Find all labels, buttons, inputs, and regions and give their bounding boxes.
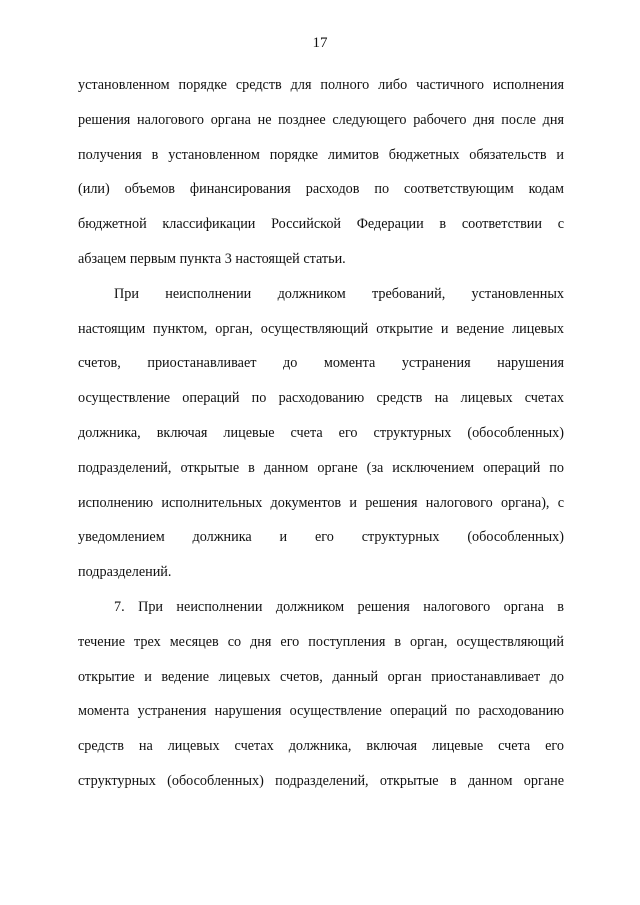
text-line: абзацем первым пункта 3 настоящей статьи. xyxy=(78,250,346,267)
text-line: подразделений. xyxy=(78,564,172,581)
text-line: решения налогового органа не позднее следующего рабочего дня после дня xyxy=(78,111,564,128)
text-line: счетов, приостанавливает до момента устранения нарушения xyxy=(78,355,564,372)
text-line: осуществление операций по расходованию средств на лицевых счетах xyxy=(78,390,564,407)
text-line: структурных (обособленных) подразделений, открытые в данном органе xyxy=(78,772,564,789)
text-line: настоящим пунктом, орган, осуществляющий открытие и ведение лицевых xyxy=(78,320,564,337)
text-line: установленном порядке средств для полного либо частичного исполнения xyxy=(78,77,564,93)
document-body xyxy=(78,68,564,799)
text-line: (или) объемов финансирования расходов по соответствующим кодам xyxy=(78,181,564,198)
text-line: средств на лицевых счетах должника, включая лицевые счета его xyxy=(78,738,564,755)
text-line: уведомлением должника и его структурных (обособленных) xyxy=(78,529,564,546)
text-line: подразделений, открытые в данном органе (за исключением операций по xyxy=(78,459,564,476)
text-line: открытие и ведение лицевых счетов, данный орган приостанавливает до xyxy=(78,668,564,685)
paragraph-clause-7 xyxy=(78,590,564,799)
text-line: должника, включая лицевые счета его структурных (обособленных) xyxy=(78,424,564,441)
text-line: исполнению исполнительных документов и решения налогового органа), с xyxy=(78,494,564,511)
text-line: 7. При неисполнении должником решения налогового органа в xyxy=(114,598,564,615)
text-line: бюджетной классификации Российской Федерации в соответствии с xyxy=(78,216,564,233)
paragraph-non-compliance xyxy=(78,277,564,590)
text-line: получения в установленном порядке лимитов бюджетных обязательств и xyxy=(78,146,564,163)
paragraph-continuation xyxy=(78,68,564,277)
page-number: 17 xyxy=(312,35,328,51)
text-line: При неисполнении должником требований, установленных xyxy=(114,285,564,302)
text-line: момента устранения нарушения осуществление операций по расходованию xyxy=(78,703,564,720)
text-line: течение трех месяцев со дня его поступления в орган, осуществляющий xyxy=(78,633,564,650)
